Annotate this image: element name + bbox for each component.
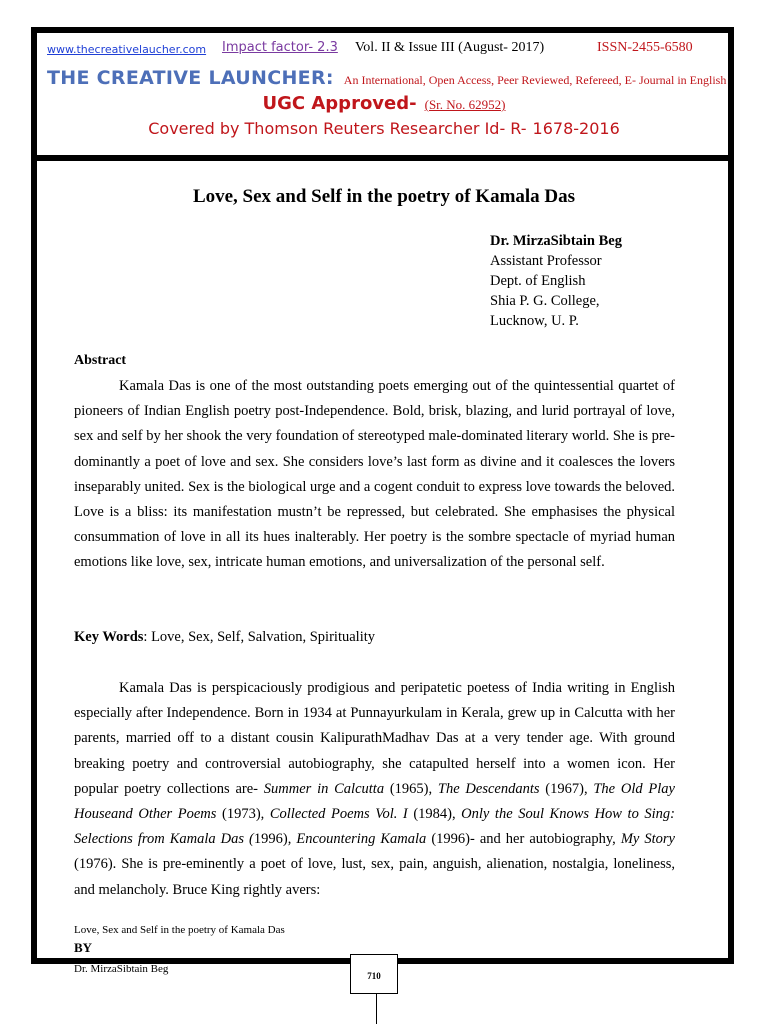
issn: ISSN-2455-6580 xyxy=(597,40,693,55)
author-block xyxy=(490,231,622,331)
article-title: Love, Sex and Self in the poetry of Kamala Das xyxy=(192,186,576,207)
journal-description: An International, Open Access, Peer Reviewed, Refereed, E- Journal in English xyxy=(343,73,727,87)
author-position: Assistant Professor xyxy=(490,253,602,269)
thomson-reuters: Covered by Thomson Reuters Researcher Id- R- xyxy=(148,119,527,138)
ugc-line xyxy=(0,93,768,114)
footer-by: BY xyxy=(74,940,93,955)
journal-header-line xyxy=(47,40,727,60)
author-college: Shia P. G. College, xyxy=(490,293,600,309)
researcher-id: 1678-2016 xyxy=(532,119,620,138)
thomson-line xyxy=(0,119,768,139)
keywords xyxy=(74,629,375,646)
journal-brand: THE CREATIVE LAUNCHER: xyxy=(47,67,334,89)
keywords-list: : Love, Sex, Self, Salvation, Spirituality xyxy=(143,629,375,645)
abstract-text: Kamala Das is one of the most outstanding poets emerging out of the quintessential quartet of pioneers of Indian English poetry post-Independence. Bold, brisk, blazing, and lurid portrayal of love, sex and self by her shook the very foundation of stereotyped male-dominated literary world. She is pre-dominantly a poet of love and sex. She considers love’s last form as divine and it coalesces the lovers inseparably united. Sex is the biological urge and a cogent conduit to express love towards the beloved. Love is a bliss: its manifestation mustn’t be repressed, but celebrated. She emphasises the physical consummation of love in all its hues inalterably. Her poetry is the sombre spectacle of myriad human emotions like love, sex, intricate human emotions, and universalization of the personal self. xyxy=(74,378,675,571)
journal-brand-line xyxy=(47,67,726,89)
author-city: Lucknow, U. P. xyxy=(490,313,579,329)
author-dept: Dept. of English xyxy=(490,273,586,289)
footer-author: Dr. MirzaSibtain Beg xyxy=(74,963,169,975)
abstract-heading: Abstract xyxy=(74,353,127,368)
website-link[interactable]: www.thecreativelaucher.com xyxy=(47,43,207,56)
volume-issue: Vol. II & Issue III (August- 2017) xyxy=(355,40,545,55)
header-separator xyxy=(31,155,734,161)
page-number: 710 xyxy=(350,954,398,994)
ugc-serial: (Sr. No. 62952) xyxy=(424,97,506,112)
ugc-approved: UGC Approved- xyxy=(262,93,417,114)
impact-factor: Impact factor- 2.3 xyxy=(222,40,338,55)
keywords-label: Key Words xyxy=(74,629,144,645)
body-paragraph: Kamala Das is perspicaciously prodigious and peripatetic poetess of India writing in English especially after Independence. Born in 1934 at Punnayurkulam in Kerala, grew up in Calcutta with her parents, married off to a distant cousin KalipurathMadhav Das at a very tender age. With ground breaking poetry and controversial autobiography, she catapulted herself into a women icon. Her popular poetry collections are- Summer in Calcutta (1965), The Descendants (1967), The Old Play Houseand Other Poems (1973), Collected Poems Vol. I (1984), Only the Soul Knows How to Sing: Selections from Kamala Das (1996), Encountering Kamala (1996)- and her autobiography, My Story (1976). She is pre-eminently a poet of love, lust, sex, pain, anguish, alienation, nostalgia, loneliness, and melancholy. Bruce King rightly avers: xyxy=(74,680,675,898)
author-name: Dr. MirzaSibtain Beg xyxy=(490,233,622,249)
footer-title: Love, Sex and Self in the poetry of Kamala Das xyxy=(74,924,285,936)
